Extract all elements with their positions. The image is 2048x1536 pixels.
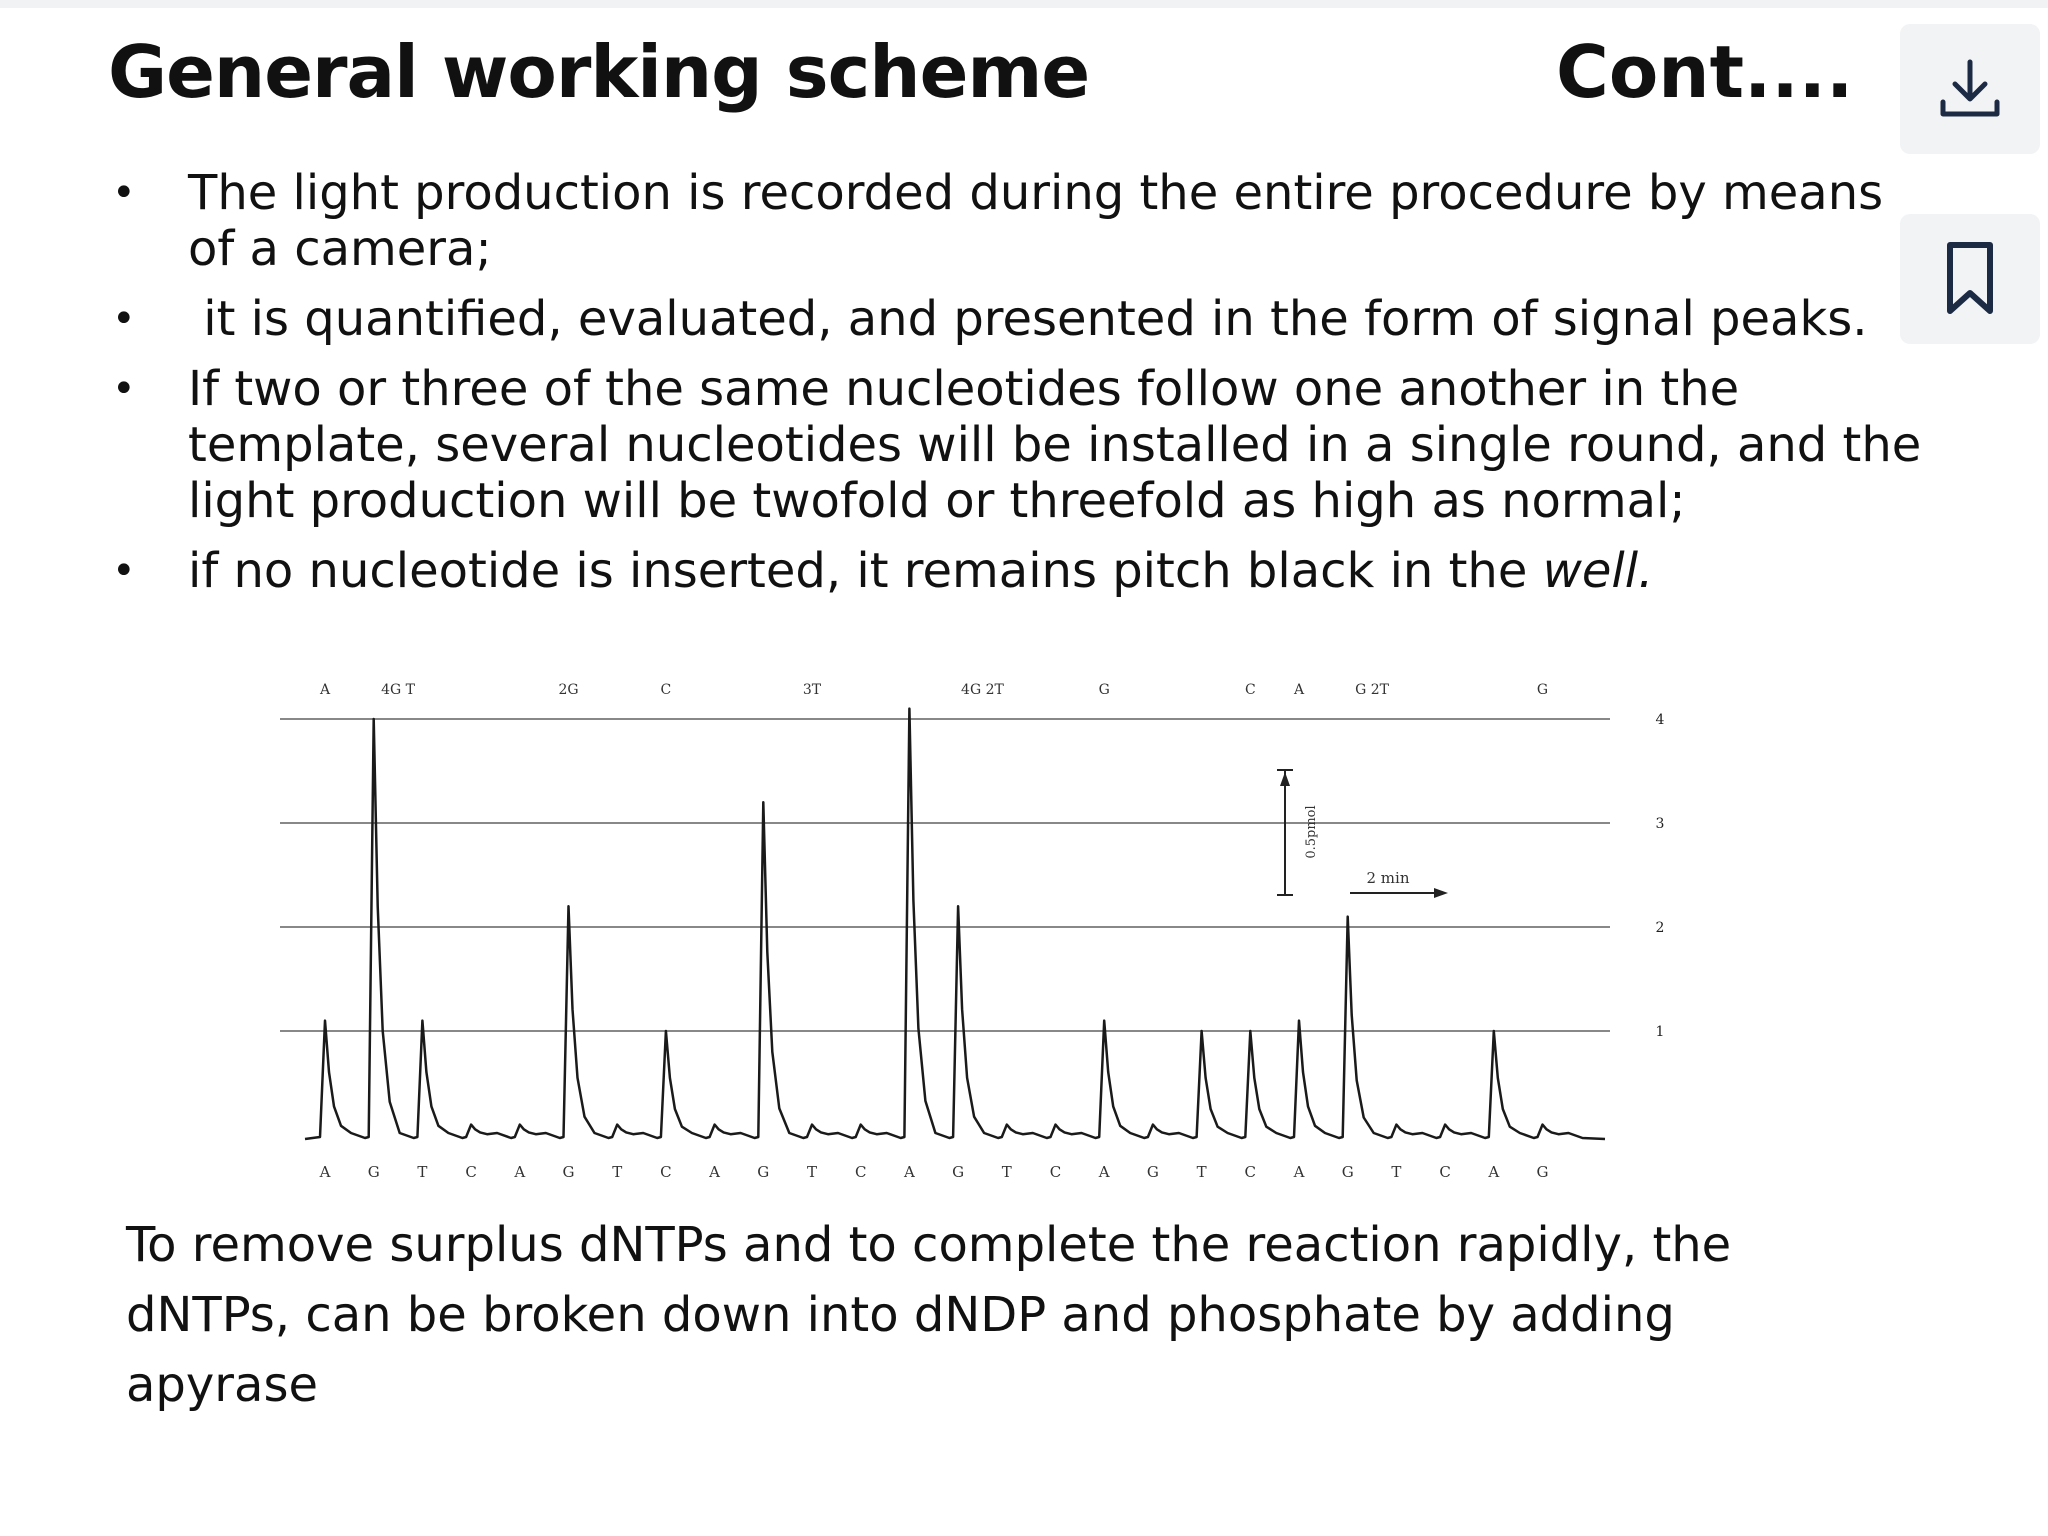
- dispensation-label: A: [903, 1163, 915, 1181]
- y-tick-label: 2: [1655, 920, 1665, 936]
- y-tick-label: 1: [1655, 1024, 1665, 1040]
- sequence-label: A: [319, 682, 331, 698]
- dispensation-label: A: [514, 1163, 526, 1181]
- bullet-list: [108, 165, 1928, 613]
- dispensation-label: C: [1049, 1163, 1062, 1181]
- dispensation-label: C: [854, 1163, 867, 1181]
- bookmark-icon: [1940, 239, 2000, 319]
- download-icon: [1935, 54, 2005, 124]
- dispensation-label: A: [1293, 1163, 1305, 1181]
- footer-text: To remove surplus dNTPs and to complete the reaction rapidly, the dNTPs, can be broken down into dNDP and phosphate by adding apyrase: [126, 1217, 1732, 1413]
- sequence-label: 4G T: [381, 682, 415, 698]
- bullet-dot: •: [112, 170, 136, 216]
- dispensation-label: T: [1391, 1163, 1402, 1181]
- bullet-dot: •: [112, 296, 136, 342]
- y-tick-label: 3: [1655, 816, 1665, 832]
- sequence-label: C: [660, 682, 672, 698]
- bullet-item: [108, 291, 1928, 347]
- bullet-text: The light production is recorded during the entire procedure by means of a camera;: [188, 165, 1884, 277]
- pyrogram-trace: [305, 709, 1605, 1139]
- sequence-label: A: [1293, 682, 1305, 698]
- bullet-item: [108, 361, 1928, 529]
- top-bar: [0, 0, 2048, 8]
- dispensation-label: C: [465, 1163, 477, 1181]
- dispensation-label: A: [1488, 1163, 1500, 1181]
- bullet-item: [108, 165, 1928, 277]
- bullet-italic-word: well.: [1542, 543, 1654, 599]
- sequence-label: C: [1244, 682, 1256, 698]
- dispensation-label: G: [367, 1163, 380, 1181]
- dispensation-label: C: [1244, 1163, 1257, 1181]
- dispensation-label: T: [417, 1163, 428, 1181]
- bullet-dot: •: [112, 366, 136, 412]
- dispensation-label: T: [806, 1163, 818, 1181]
- scale-bar-arrow: [1280, 772, 1290, 786]
- pyrogram-chart: [270, 660, 1700, 1190]
- bullet-text: If two or three of the same nucleotides follow one another in the template, several nucleotides will be installed in a single round, and the light production will be twofold or threefold as high as normal;: [188, 361, 1922, 529]
- dispensation-label: G: [952, 1163, 965, 1181]
- sequence-label: 2G: [558, 682, 579, 698]
- dispensation-label: T: [612, 1163, 623, 1181]
- sequence-label: G: [1098, 682, 1110, 698]
- dispensation-label: C: [1439, 1163, 1451, 1181]
- dispensation-label: T: [1001, 1163, 1012, 1181]
- sequence-label: 4G 2T: [961, 682, 1004, 698]
- dispensation-label: A: [319, 1163, 331, 1181]
- download-button[interactable]: [1900, 24, 2040, 154]
- dispensation-label: A: [1098, 1163, 1110, 1181]
- bullet-dot: •: [112, 548, 136, 594]
- dispensation-label: G: [1341, 1163, 1354, 1181]
- time-bar-arrow: [1434, 888, 1448, 898]
- sequence-label: 3T: [802, 682, 822, 698]
- scale-bar-label: 0.5pmol: [1304, 805, 1319, 859]
- bullet-text: it is quantified, evaluated, and presented in the form of signal peaks.: [188, 291, 1868, 347]
- dispensation-label: T: [1196, 1163, 1207, 1181]
- sequence-label: G: [1536, 682, 1549, 698]
- dispensation-label: G: [1536, 1163, 1549, 1181]
- dispensation-label: G: [562, 1163, 575, 1181]
- bullet-item: [108, 543, 1928, 599]
- y-tick-label: 4: [1655, 712, 1665, 728]
- bullet-text: if no nucleotide is inserted, it remains pitch black in the: [188, 543, 1543, 599]
- dispensation-label: G: [757, 1163, 770, 1181]
- dispensation-label: A: [709, 1163, 721, 1181]
- time-bar-label: 2 min: [1366, 869, 1410, 887]
- dispensation-label: C: [660, 1163, 672, 1181]
- dispensation-label: G: [1146, 1163, 1159, 1181]
- sequence-label: G 2T: [1355, 682, 1389, 698]
- slide-title: General working scheme: [108, 30, 1090, 114]
- cont-label: Cont....: [1556, 30, 1854, 114]
